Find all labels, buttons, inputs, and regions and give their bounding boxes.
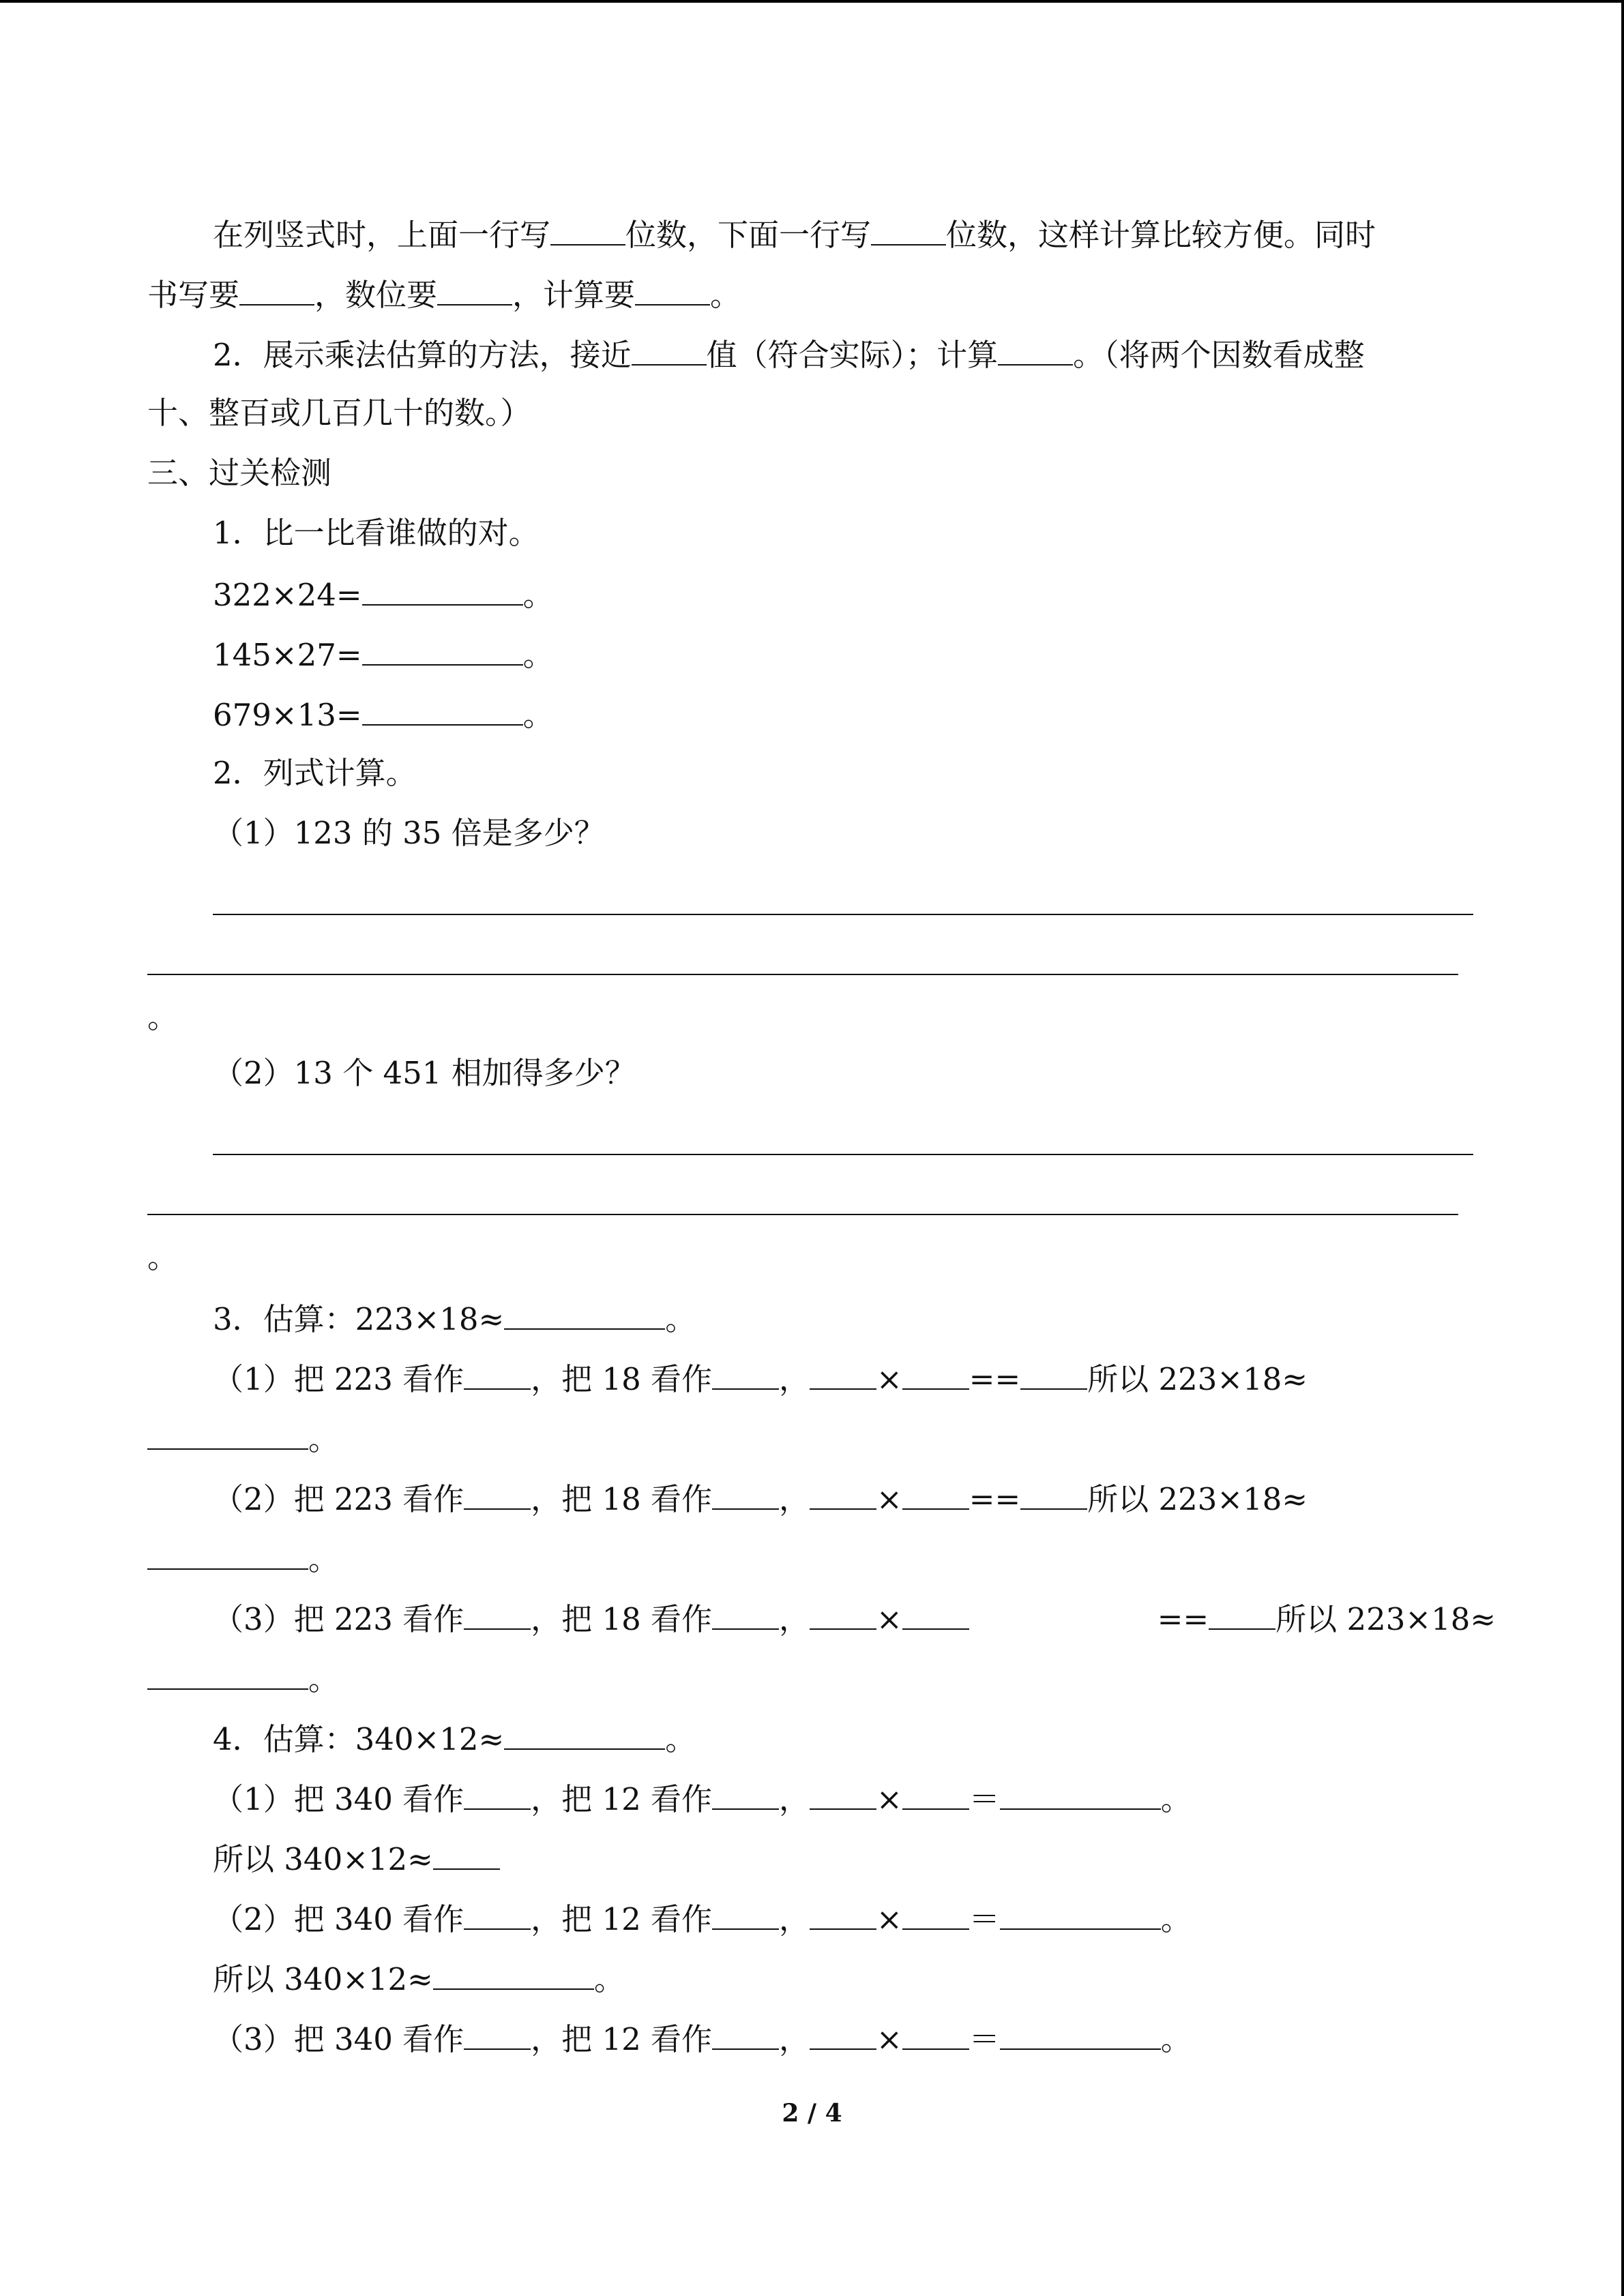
text: ，数位要 <box>314 277 438 313</box>
question-3-part-1-result <box>147 1417 339 1460</box>
question-4-part-2 <box>213 1897 1192 1940</box>
question-1-item <box>213 693 554 736</box>
answer-blank[interactable] <box>810 1477 876 1510</box>
text: 。 <box>1160 2021 1192 2057</box>
text: 把 340 看作 <box>293 1781 464 1817</box>
answer-blank[interactable] <box>464 1597 531 1630</box>
text: ＝ <box>969 1781 1000 1817</box>
answer-blank[interactable] <box>550 213 625 245</box>
text: 把 223 看作 <box>293 1361 464 1397</box>
answer-blank[interactable] <box>1000 1777 1161 1810</box>
text: 。 <box>308 1541 340 1577</box>
answer-line[interactable] <box>147 1214 1458 1215</box>
answer-blank[interactable] <box>810 1897 876 1930</box>
text: 值（符合实际）；计算 <box>706 337 999 373</box>
text: 。 <box>522 637 554 673</box>
text: ，把 18 看作 <box>531 1481 713 1517</box>
answer-blank[interactable] <box>902 1777 969 1810</box>
answer-blank[interactable] <box>1020 1357 1087 1390</box>
answer-blank[interactable] <box>712 1597 779 1630</box>
question-2-part-1: （1）123 的 35 倍是多少？ <box>213 815 605 851</box>
answer-blank[interactable] <box>239 273 314 305</box>
text: ， <box>779 2021 810 2057</box>
text: 所以 223×18≈ <box>1087 1361 1308 1397</box>
text: ，把 12 看作 <box>531 1901 713 1937</box>
text: ＝ <box>969 2021 1000 2057</box>
text: ， <box>779 1481 810 1517</box>
question-4-title <box>213 1717 696 1760</box>
text: ，把 12 看作 <box>531 2021 713 2057</box>
text: 。 <box>308 1661 340 1697</box>
text: ，计算要 <box>512 277 636 313</box>
text: 位数，下面一行写 <box>625 217 872 253</box>
text: 所以 340×12≈ <box>213 1841 433 1877</box>
text: 所以 340×12≈ <box>213 1961 433 1997</box>
answer-blank[interactable] <box>1000 1897 1161 1930</box>
question-4-part-3 <box>213 2017 1192 2060</box>
answer-blank[interactable] <box>433 1837 500 1870</box>
answer-blank[interactable] <box>712 1897 779 1930</box>
answer-blank[interactable] <box>712 2017 779 2050</box>
text: 把 223 看作 <box>293 1481 464 1517</box>
text: （1） <box>213 1361 294 1397</box>
answer-blank[interactable] <box>902 1897 969 1930</box>
answer-blank[interactable] <box>712 1777 779 1810</box>
answer-blank[interactable] <box>902 1357 969 1390</box>
question-4-part-1 <box>213 1777 1192 1820</box>
answer-blank[interactable] <box>464 1357 531 1390</box>
text: 把 340 看作 <box>293 2021 464 2057</box>
text: == <box>969 1481 1021 1517</box>
text: × <box>876 1361 902 1397</box>
text: （2） <box>213 1481 294 1517</box>
text: 。 <box>665 1721 696 1757</box>
answer-blank[interactable] <box>362 693 523 726</box>
answer-blank[interactable] <box>464 1777 531 1810</box>
text: 书写要 <box>147 277 240 313</box>
text: 。 <box>522 697 554 733</box>
text: 在列竖式时，上面一行写 <box>213 217 551 253</box>
estimation-method-sentence <box>213 333 1365 376</box>
question-3-part-2-result <box>147 1537 339 1580</box>
text: 4．估算：340×12≈ <box>213 1721 505 1757</box>
text: ， <box>779 1601 810 1637</box>
vertical-form-sentence <box>213 213 1376 256</box>
writing-requirement-sentence <box>147 273 741 316</box>
question-1-item <box>213 573 554 616</box>
text: 3．估算：223×18≈ <box>213 1301 505 1337</box>
answer-blank[interactable] <box>810 1777 876 1810</box>
page-number: 2 / 4 <box>782 2099 842 2128</box>
page-border-right <box>1621 0 1624 2296</box>
answer-blank[interactable] <box>1000 2017 1161 2050</box>
text: 位数，这样计算比较方便。同时 <box>946 217 1376 253</box>
answer-blank[interactable] <box>464 1477 531 1510</box>
text: × <box>876 2021 902 2057</box>
text: 所以 223×18≈ <box>1275 1601 1496 1637</box>
text: ＝ <box>969 1901 1000 1937</box>
text: 。 <box>665 1301 696 1337</box>
answer-line[interactable] <box>213 914 1473 915</box>
question-4-part-2-result <box>213 1957 625 2000</box>
text: ，把 18 看作 <box>531 1361 713 1397</box>
answer-blank[interactable] <box>810 2017 876 2050</box>
text: 。 <box>1160 1781 1192 1817</box>
question-1-item <box>213 633 554 676</box>
text: 。（将两个因数看成整 <box>1073 337 1365 373</box>
text: 把 340 看作 <box>293 1901 464 1937</box>
text: ， <box>779 1361 810 1397</box>
answer-blank[interactable] <box>1020 1477 1087 1510</box>
answer-blank[interactable] <box>362 573 523 606</box>
answer-blank[interactable] <box>504 1297 665 1330</box>
text: == <box>969 1361 1021 1397</box>
answer-blank[interactable] <box>433 1957 594 1990</box>
text: （3） <box>213 1601 294 1637</box>
answer-blank[interactable] <box>147 1657 308 1690</box>
answer-blank[interactable] <box>437 273 512 305</box>
answer-blank[interactable] <box>810 1357 876 1390</box>
text: × <box>876 1781 902 1817</box>
text: 。 <box>710 277 741 313</box>
answer-blank[interactable] <box>464 1897 531 1930</box>
text: （2） <box>213 1901 294 1937</box>
answer-blank[interactable] <box>362 633 523 666</box>
question-3-part-1 <box>213 1357 1308 1400</box>
question-3-part-2 <box>213 1477 1308 1520</box>
question-2-title: 2．列式计算。 <box>213 755 417 791</box>
question-3-part-3 <box>213 1597 1496 1640</box>
page-border-top <box>0 0 1624 3</box>
text: 。 <box>308 1421 340 1457</box>
answer-blank[interactable] <box>147 1537 308 1570</box>
text: （3） <box>213 2021 294 2057</box>
expression: 679×13= <box>213 697 362 733</box>
text: 所以 223×18≈ <box>1087 1481 1308 1517</box>
answer-blank[interactable] <box>902 1597 969 1630</box>
text: 2．展示乘法估算的方法，接近 <box>213 337 632 373</box>
answer-blank[interactable] <box>635 273 710 305</box>
answer-blank[interactable] <box>902 1477 969 1510</box>
answer-blank[interactable] <box>464 2017 531 2050</box>
section-heading: 三、过关检测 <box>147 455 332 491</box>
question-2-part-2: （2）13 个 451 相加得多少？ <box>213 1055 636 1091</box>
answer-blank[interactable] <box>147 1417 308 1450</box>
text: × <box>876 1481 902 1517</box>
answer-blank[interactable] <box>1209 1597 1275 1630</box>
text: ，把 12 看作 <box>531 1781 713 1817</box>
question-3-title <box>213 1297 696 1340</box>
text: 。 <box>522 577 554 613</box>
answer-line[interactable] <box>147 974 1458 975</box>
text: 。 <box>1160 1901 1192 1937</box>
estimation-method-continued <box>147 393 531 434</box>
period-mark: 。 <box>147 999 179 1035</box>
answer-line[interactable] <box>213 1154 1473 1155</box>
answer-blank[interactable] <box>902 2017 969 2050</box>
text: 十、整百或几百几十的数。） <box>147 395 531 431</box>
answer-blank[interactable] <box>712 1357 779 1390</box>
text: 。 <box>593 1961 625 1997</box>
text: == <box>1157 1601 1209 1637</box>
text: 把 223 看作 <box>293 1601 464 1637</box>
question-4-part-1-result <box>213 1837 500 1880</box>
text: ， <box>779 1781 810 1817</box>
answer-blank[interactable] <box>871 213 946 245</box>
period-mark: 。 <box>147 1239 179 1275</box>
text: × <box>876 1601 902 1637</box>
text: ， <box>779 1901 810 1937</box>
text: × <box>876 1901 902 1937</box>
answer-blank[interactable] <box>712 1477 779 1510</box>
expression: 145×27= <box>213 637 362 673</box>
text: ，把 18 看作 <box>531 1601 713 1637</box>
text: （1） <box>213 1781 294 1817</box>
question-1-title: 1．比一比看谁做的对。 <box>213 515 540 551</box>
answer-blank[interactable] <box>998 333 1073 366</box>
answer-blank[interactable] <box>632 333 707 366</box>
answer-blank[interactable] <box>504 1717 665 1750</box>
answer-blank[interactable] <box>810 1597 876 1630</box>
expression: 322×24= <box>213 577 362 613</box>
question-3-part-3-result <box>147 1657 339 1700</box>
